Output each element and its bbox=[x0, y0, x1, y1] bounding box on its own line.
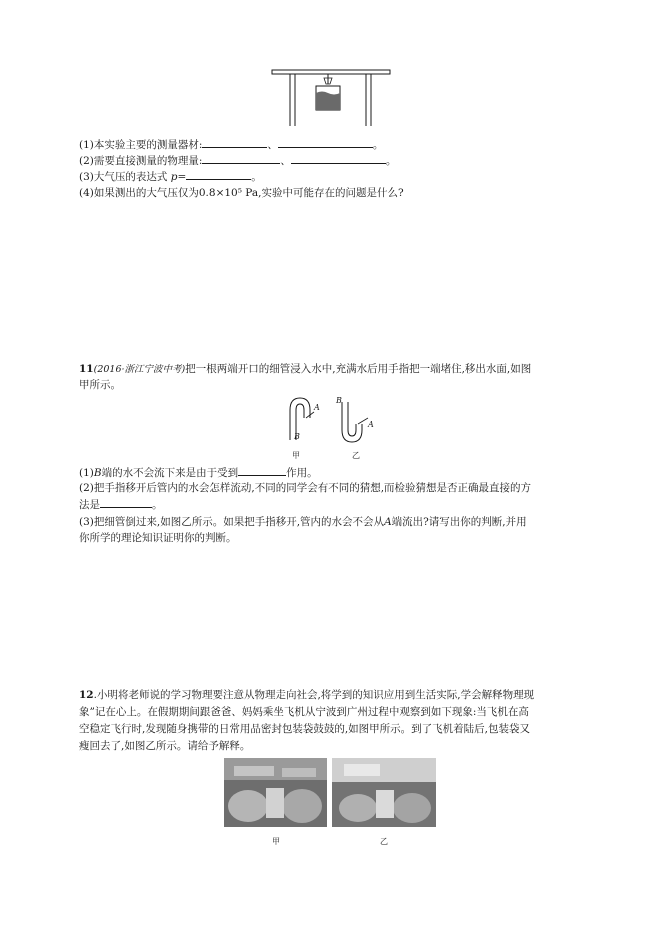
q11-item-3-line-1: (3)把细管倒过来,如图乙所示。如果把手指移开,管内的水会不会从A端流出?请写出你的判断,并用 bbox=[79, 516, 527, 528]
answer-blank[interactable] bbox=[202, 137, 267, 148]
answer-blank[interactable] bbox=[186, 169, 251, 180]
q12-stem-line-3: 空稳定飞行时,发现随身携带的日常用品密封包装袋鼓鼓的,如图甲所示。到了飞机着陆后,包装袋又 bbox=[79, 723, 531, 735]
answer-blank[interactable] bbox=[202, 153, 280, 164]
q12-stem-line-1: 12.小明将老师说的学习物理要注意从物理走向社会,将学到的知识应用到生活实际,学会解释物理现 bbox=[79, 689, 535, 701]
q11-item-1: (1)B端的水不会流下来是由于受到 作用。 bbox=[79, 467, 318, 479]
answer-blank[interactable] bbox=[291, 153, 386, 164]
q11-stem-line-1: 11(2016·浙江宁波中考)把一根两端开口的细管浸入水中,充满水后用手指把一端堵住,移出水面,如图 bbox=[79, 363, 532, 375]
answer-blank[interactable] bbox=[100, 497, 152, 508]
q11-item-3-line-2: 你所学的理论知识证明你的判断。 bbox=[79, 532, 237, 544]
q10-item-1: (1)本实验主要的测量器材: 、 。 bbox=[79, 139, 384, 151]
figure-label-b: B bbox=[336, 396, 342, 405]
answer-blank[interactable] bbox=[278, 137, 373, 148]
q12-stem-line-2: 象”记在心上。在假期期间跟爸爸、妈妈乘坐飞机从宁波到广州过程中观察到如下现象:当飞机在高 bbox=[79, 706, 529, 718]
figure-label-a: A bbox=[368, 420, 374, 429]
photo-caption-jia: 甲 bbox=[272, 837, 280, 846]
q11-stem-line-2: 甲所示。 bbox=[79, 379, 121, 391]
q11-item-2-line-1: (2)把手指移开后管内的水会怎样流动,不同的同学会有不同的猜想,而检验猜想是否正确最直接的方 bbox=[79, 482, 532, 494]
figure-label-a: A bbox=[314, 403, 320, 412]
q10-item-2: (2)需要直接测量的物理量: 、 。 bbox=[79, 155, 397, 167]
q11-item-2-line-2: 法是 。 bbox=[79, 499, 163, 511]
table-apparatus-figure bbox=[262, 66, 402, 128]
figure-caption-yi: 乙 bbox=[352, 451, 360, 460]
q10-item-3: (3)大气压的表达式 p= 。 bbox=[79, 171, 262, 183]
sealed-bag-photo-yi bbox=[332, 758, 436, 827]
q10-item-4: (4)如果测出的大气压仅为0.8×10⁵ Pa,实验中可能存在的问题是什么? bbox=[79, 187, 404, 199]
q12-stem-line-4: 瘦回去了,如图乙所示。请给予解释。 bbox=[79, 740, 251, 752]
sealed-bag-photo-jia bbox=[224, 758, 327, 827]
figure-label-b: B bbox=[294, 432, 300, 441]
photo-caption-yi: 乙 bbox=[380, 837, 388, 846]
figure-caption-jia: 甲 bbox=[292, 451, 300, 460]
answer-blank[interactable] bbox=[238, 465, 286, 476]
